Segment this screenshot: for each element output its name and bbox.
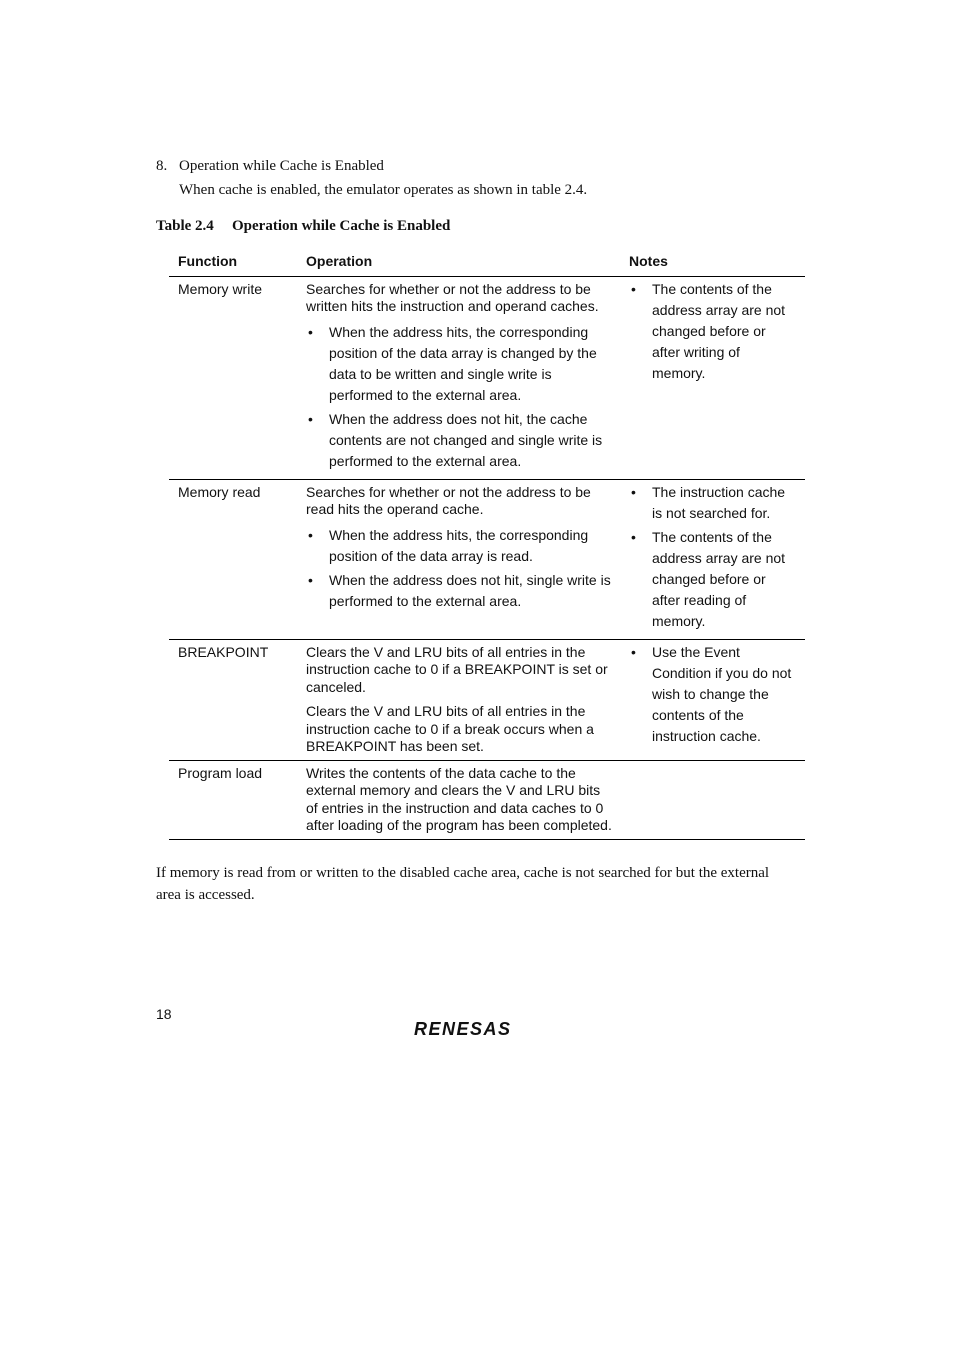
note-item: • The contents of the address array are not changed before or after writing of memory. [629, 279, 797, 384]
notes-list [629, 482, 797, 632]
notes-cell [620, 479, 805, 639]
operation-cell [297, 760, 620, 839]
table-caption-number: Table 2.4 [156, 218, 214, 234]
table-header-row [169, 250, 805, 276]
operation-cell [297, 479, 620, 639]
function-cell: BREAKPOINT [169, 639, 297, 760]
note-item: • The instruction cache is not searched for. [629, 482, 797, 524]
notes-cell [620, 276, 805, 479]
operation-bullet: • When the address hits, the corresponding position of the data array is read. [306, 525, 612, 567]
operation-bullet-list [306, 525, 612, 612]
section-number: 8. [156, 158, 168, 174]
operation-bullet: • When the address does not hit, the cache contents are not changed and single write is performed to the external area. [306, 409, 612, 472]
logo-text: RENESAS [414, 1019, 512, 1039]
table-caption-title: Operation while Cache is Enabled [232, 218, 451, 234]
notes-cell [620, 760, 805, 839]
notes-list [629, 279, 797, 384]
note-item: • Use the Event Condition if you do not wish to change the contents of the instruction cache. [629, 642, 797, 747]
operation-cell [297, 276, 620, 479]
function-cell: Memory write [169, 276, 297, 479]
header-function: Function [169, 250, 297, 276]
header-notes: Notes [620, 250, 805, 276]
renesas-logo [414, 1017, 534, 1046]
operation-cell [297, 639, 620, 760]
operation-bullet-list [306, 322, 612, 472]
header-operation: Operation [297, 250, 620, 276]
operation-bullet: • When the address hits, the corresponding position of the data array is changed by the data to be written and single write is performed to the external area. [306, 322, 612, 406]
table-row [169, 479, 805, 639]
footer-paragraph: If memory is read from or written to the disabled cache area, cache is not searched for but the external area is accessed. [156, 865, 770, 903]
notes-cell [620, 639, 805, 760]
section-body: When cache is enabled, the emulator operates as shown in table 2.4. [179, 182, 588, 198]
table-row [169, 639, 805, 760]
operation-paragraph: Clears the V and LRU bits of all entries in the instruction cache to 0 if a break occurs when a BREAKPOINT has been set. [306, 703, 594, 754]
section-heading [156, 158, 384, 175]
operation-intro: Searches for whether or not the address to be written hits the instruction and operand caches. [306, 280, 599, 314]
function-cell: Memory read [169, 479, 297, 639]
operation-paragraph: Writes the contents of the data cache to the external memory and clears the V and LRU bits of entries in the instruction and data caches to 0 after loading of the program has been completed. [306, 764, 612, 833]
table-caption [156, 218, 450, 235]
section-title: Operation while Cache is Enabled [179, 158, 384, 174]
operation-bullet: • When the address does not hit, single write is performed to the external area. [306, 570, 612, 612]
renesas-logo-icon [414, 1017, 534, 1041]
note-item: • The contents of the address array are not changed before or after reading of memory. [629, 527, 797, 632]
table-row [169, 760, 805, 839]
page-number: 18 [156, 1006, 172, 1022]
operation-paragraph: Clears the V and LRU bits of all entries in the instruction cache to 0 if a BREAKPOINT is set or canceled. [306, 643, 608, 695]
notes-list [629, 642, 797, 747]
function-cell: Program load [169, 760, 297, 839]
operation-intro: Searches for whether or not the address to be read hits the operand cache. [306, 483, 591, 517]
operation-table [169, 250, 805, 840]
table-row [169, 276, 805, 479]
